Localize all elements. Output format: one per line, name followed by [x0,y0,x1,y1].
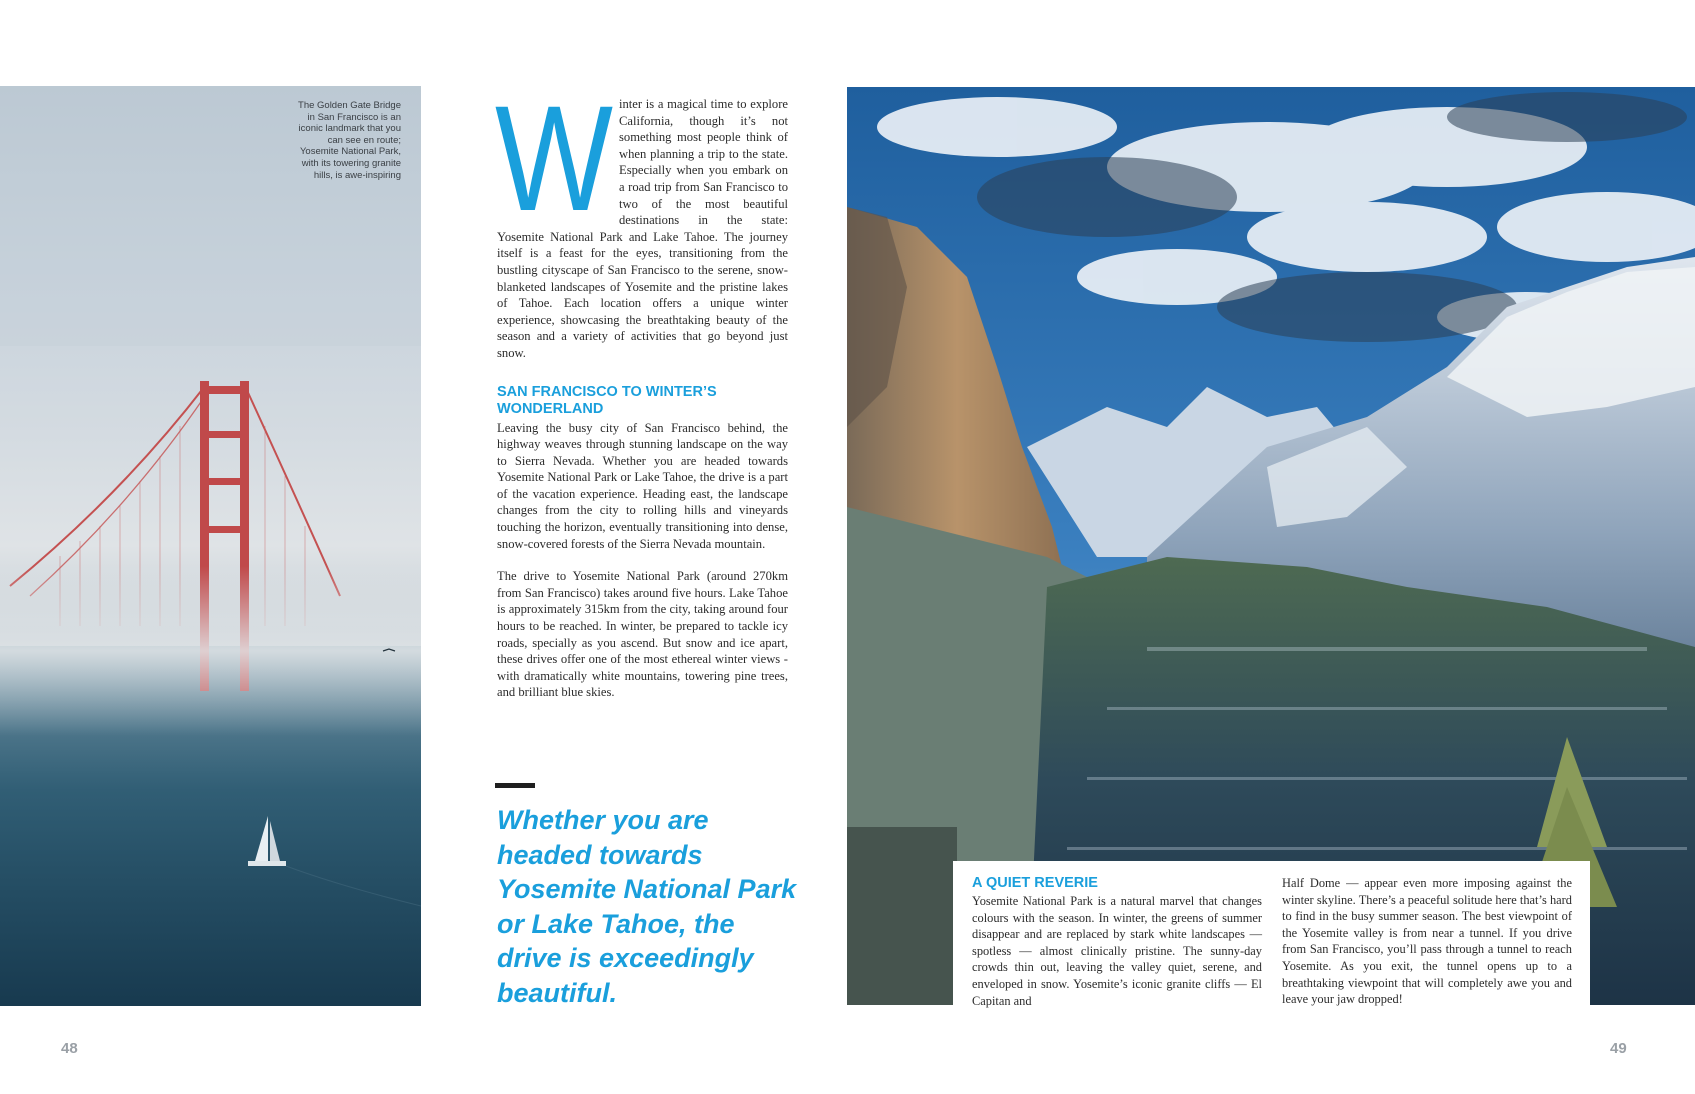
section-paragraph-2: The drive to Yosemite National Park (around 270km from San Francisco) takes around five hours. Lake Tahoe is approximately 315km from the city, taking around four hours to be reached. In winter, be prepared to tackle icy roads, specially as you ascend. But snow and ice apart, these drives offer one of the most ethereal winter views - with dramatically white mountains, towering pine trees, and brilliant blue skies. [497,569,788,700]
pull-quote-rule [495,783,535,788]
article-column [497,96,788,701]
reverie-text-2: Half Dome — appear even more imposing against the winter skyline. There’s a peaceful solitude here that’s hard to find in the busy summer season. The best viewpoint of the Yosemite valley is from near a tunnel. If you drive from San Francisco, you’ll pass through a tunnel to reach Yosemite. As you exit, the tunnel opens up to a breathtaking viewpoint that will completely awe you and leave your jaw dropped! [1282,876,1572,1007]
intro-paragraph: inter is a magical time to explore California, though it’s not something most people think of when planning a trip to the state. Especially when you embark on a road trip from San Francisco to two of the most beautiful destinations in the state: Yosemite National Park and Lake Tahoe. The journey itself is a feast for the eyes, transitioning from the bustling cityscape of San Francisco to the serene, snow-blanketed landscapes of Yosemite and the pristine lakes of Tahoe. Each location offers a unique winter experience, showcasing the breathtaking beauty of the season and a variety of activities that go beyond just snow. [497,97,788,360]
photo-caption: The Golden Gate Bridge in San Francisco is an iconic landmark that you can see en route; Yosemite National Park, with its towering granite hills, is awe-inspiring [298,100,401,181]
golden-gate-illustration [0,86,421,1006]
dropcap-w [495,98,613,214]
page-number-right: 49 [1610,1040,1627,1057]
reverie-column-1 [972,893,1262,1009]
page-number-left: 48 [61,1040,78,1057]
section-paragraph-1: Leaving the busy city of San Francisco behind, the highway weaves through stunning landscape on the way to Sierra Nevada. Whether you are headed towards Yosemite National Park or Lake Tahoe, the drive is a part of the vacation experience. Heading east, the landscape changes from the city to rolling hills and vineyards touching the horizon, eventually transitioning into dense, snow-covered forests of the Sierra Nevada mountain. [497,420,788,551]
pull-quote: Whether you are headed towards Yosemite National Park or Lake Tahoe, the drive is exceedingly beautiful. [497,805,797,1008]
reverie-column-2 [1282,875,1572,1009]
golden-gate-photo [0,86,421,1006]
svg-text:W: W [495,98,613,214]
reverie-text-1: Yosemite National Park is a natural marvel that changes colours with the season. In winter, the greens of summer disappear and are replaced by stark white landscapes — spotless — almost clinically pristine. The sunny-day crowds thin out, leaving the valley quiet, serene, and enveloped in snow. Yosemite’s iconic granite cliffs — El Capitan and [972,894,1262,1008]
reverie-panel [953,861,1590,1021]
reverie-heading: A QUIET REVERIE [972,875,1098,891]
section-heading: SAN FRANCISCO TO WINTER’S WONDERLAND [497,383,717,417]
